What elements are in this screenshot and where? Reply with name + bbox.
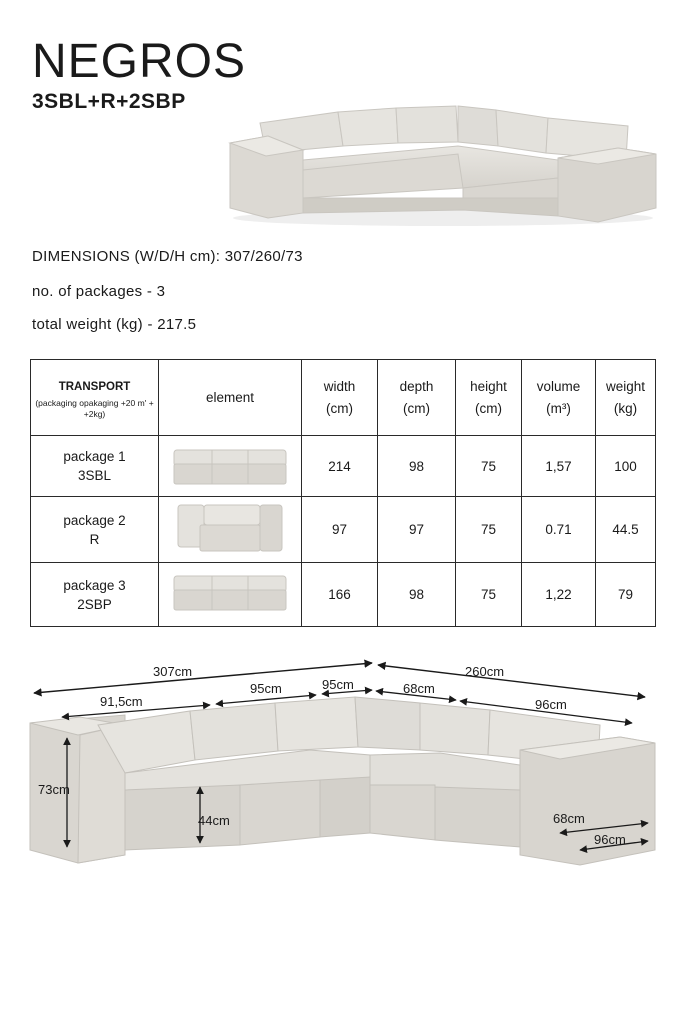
spec-packages: no. of packages - 3 — [32, 283, 166, 300]
table-row — [31, 563, 656, 627]
label-seg-e: 96cm — [535, 697, 567, 712]
package-depth: 98 — [378, 436, 456, 497]
label-seg-b: 95cm — [250, 681, 282, 696]
package-width: 166 — [302, 563, 378, 627]
dimension-diagram — [20, 655, 665, 870]
package-image — [159, 497, 302, 563]
package-label: package 1 3SBL — [31, 436, 159, 497]
package-weight: 44.5 — [596, 497, 656, 563]
label-arm-depth: 68cm — [553, 811, 585, 826]
transport-header-row — [31, 360, 656, 436]
package-volume: 1,22 — [522, 563, 596, 627]
package-volume: 1,57 — [522, 436, 596, 497]
package-weight: 100 — [596, 436, 656, 497]
package-label: package 3 2SBP — [31, 563, 159, 627]
col-height: height (cm) — [456, 360, 522, 436]
label-seat-height: 44cm — [198, 813, 230, 828]
sofa-3-seat-image — [170, 440, 290, 488]
col-volume: volume (m³) — [522, 360, 596, 436]
transport-title: TRANSPORT — [58, 381, 131, 393]
label-arm-width: 96cm — [594, 832, 626, 847]
package-height: 75 — [456, 563, 522, 627]
label-height: 73cm — [38, 782, 70, 797]
package-weight: 79 — [596, 563, 656, 627]
transport-title-cell — [31, 360, 159, 436]
table-row — [31, 497, 656, 563]
package-width: 214 — [302, 436, 378, 497]
transport-table — [30, 359, 656, 627]
label-seg-d: 68cm — [403, 681, 435, 696]
package-height: 75 — [456, 497, 522, 563]
package-image — [159, 436, 302, 497]
label-seg-c: 95cm — [322, 677, 354, 692]
col-depth: depth (cm) — [378, 360, 456, 436]
spec-weight: total weight (kg) - 217.5 — [32, 316, 197, 333]
product-code: 3SBL+R+2SBP — [32, 90, 186, 113]
package-label: package 2 R — [31, 497, 159, 563]
package-image — [159, 563, 302, 627]
table-row — [31, 436, 656, 497]
package-depth: 97 — [378, 497, 456, 563]
label-total-width: 307cm — [153, 664, 193, 679]
label-total-depth: 260cm — [465, 664, 505, 679]
package-width: 97 — [302, 497, 378, 563]
package-depth: 98 — [378, 563, 456, 627]
package-height: 75 — [456, 436, 522, 497]
col-element: element — [159, 360, 302, 436]
sofa-corner-image — [170, 499, 290, 555]
product-name: NEGROS — [32, 35, 247, 88]
sofa-hero-image — [228, 98, 658, 230]
sofa-2-seat-image — [170, 568, 290, 616]
col-width: width (cm) — [302, 360, 378, 436]
package-volume: 0.71 — [522, 497, 596, 563]
col-weight: weight (kg) — [596, 360, 656, 436]
transport-note: (packaging opakaging +20 m' + +2kg) — [35, 398, 154, 419]
label-seg-a: 91,5cm — [100, 694, 143, 709]
spec-dimensions: DIMENSIONS (W/D/H cm): 307/260/73 — [32, 248, 303, 265]
